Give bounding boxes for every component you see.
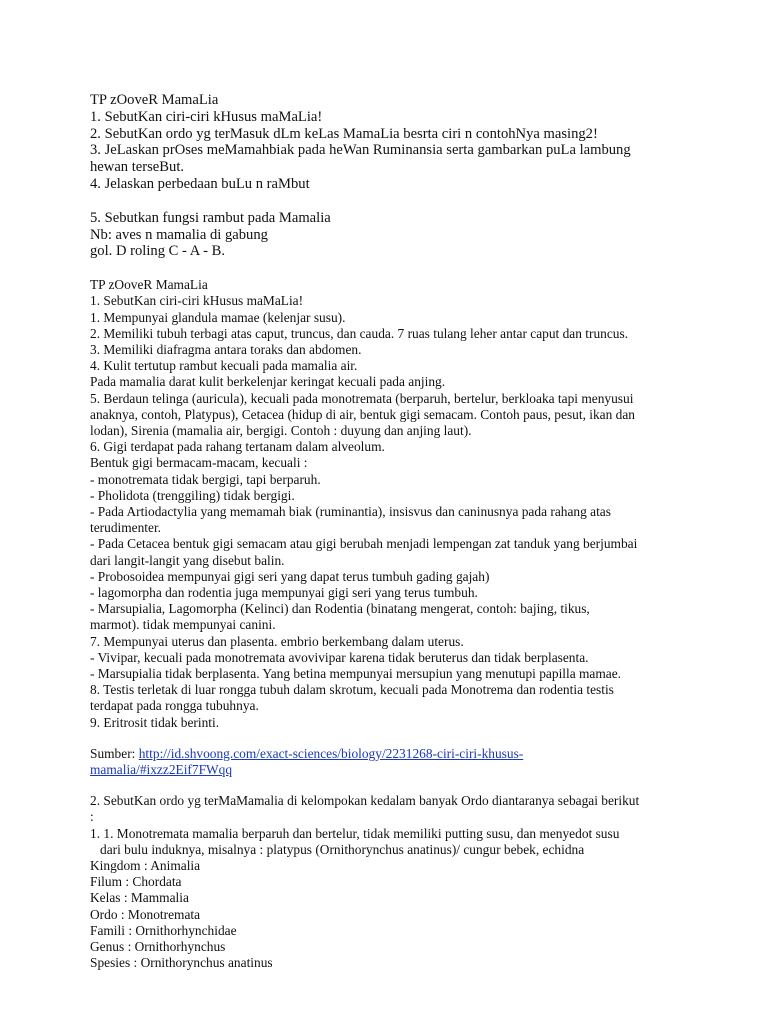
answer-line: terdapat pada rongga tubuhnya. (90, 698, 259, 714)
order-item-line: 1. 1. Monotremata mamalia berparuh dan bertelur, tidak memiliki putting susu, dan menyedot susu (90, 825, 620, 841)
question-3-line2: hewan terseBut. (90, 159, 185, 176)
taxonomy-line: Spesies : Ornithorynchus anatinus (90, 955, 273, 971)
answer-line: 9. Eritrosit tidak berinti. (90, 714, 220, 730)
answer-line: - Probosoidea mempunyai gigi seri yang dapat terus tumbuh gading gajah) (90, 568, 490, 584)
note-line: Nb: aves n mamalia di gabung (90, 226, 268, 243)
answer-line: 8. Testis terletak di luar rongga tubuh dalam skrotum, kecuali pada Monotrema dan rodentia testis (90, 682, 614, 698)
answers-question-1: 1. SebutKan ciri-ciri kHusus maMaLia! (90, 293, 304, 309)
answer-line: 5. Berdaun telinga (auricula), kecuali pada monotremata (berparuh, bertelur, berkloaka tapi menyusui (90, 390, 634, 406)
answer-line: marmot). tidak mempunyai canini. (90, 617, 276, 633)
answer-line: - Pholidota (trenggiling) tidak bergigi. (90, 487, 295, 503)
taxonomy-line: Kingdom : Animalia (90, 858, 201, 874)
taxonomy-line: Famili : Ornithorhynchidae (90, 922, 237, 938)
question-1: 1. SebutKan ciri-ciri kHusus maMaLia! (90, 108, 323, 125)
answer-line: 4. Kulit tertutup rambut kecuali pada mamalia air. (90, 358, 358, 374)
spacer (90, 260, 678, 277)
section-2-intro-cont: : (90, 809, 94, 825)
questions-title: TP zOoveR MamaLia (90, 92, 219, 108)
answer-line: Pada mamalia darat kulit berkelenjar keringat kecuali pada anjing. (90, 374, 446, 390)
spacer (90, 731, 678, 746)
source-link-continued[interactable]: mamalia/#ixzz2Eif7FWqq (90, 762, 233, 778)
taxonomy-line: Ordo : Monotremata (90, 906, 201, 922)
spacer (90, 778, 678, 793)
source-line-2 (90, 762, 678, 778)
answer-line: - Marsupialia, Lagomorpha (Kelinci) dan Rodentia (binatang mengerat, contoh: bajing, tikus, (90, 601, 590, 617)
section-2-intro: 2. SebutKan ordo yg terMaMamalia di kelompokan kedalam banyak Ordo diantaranya sebagai berikut (90, 793, 640, 809)
source-block (90, 746, 678, 778)
taxonomy-line: Genus : Ornithorhynchus (90, 939, 226, 955)
source-link[interactable]: http://id.shvoong.com/exact-sciences/biology/2231268-ciri-ciri-khusus- (138, 745, 524, 761)
question-3-line1: 3. JeLaskan prOses meMamahbiak pada heWan Ruminansia serta gambarkan puLa lambung (90, 142, 631, 159)
answer-line: - monotremata tidak bergigi, tapi berparuh. (90, 471, 321, 487)
spacer (90, 193, 678, 210)
group-line: gol. D roling C - A - B. (90, 243, 225, 260)
source-line-1 (90, 746, 678, 762)
taxonomy-line: Kelas : Mammalia (90, 890, 189, 906)
source-label: Sumber: (90, 745, 139, 761)
order-item-line: dari bulu induknya, misalnya : platypus (Ornithorynchus anatinus)/ cungur bebek, echidna (100, 841, 585, 857)
answer-line: - lagomorpha dan rodentia juga mempunyai gigi seri yang terus tumbuh. (90, 585, 478, 601)
answer-line: terudimenter. (90, 520, 162, 536)
question-5: 5. Sebutkan fungsi rambut pada Mamalia (90, 209, 331, 226)
answer-line: 3. Memiliki diafragma antara toraks dan abdomen. (90, 341, 362, 357)
answer-line: 1. Mempunyai glandula mamae (kelenjar susu). (90, 309, 346, 325)
answer-line: Bentuk gigi bermacam-macam, kecuali : (90, 455, 308, 471)
answer-line: - Vivipar, kecuali pada monotremata avovivipar karena tidak beruterus dan tidak berplasenta. (90, 649, 589, 665)
question-2: 2. SebutKan ordo yg terMasuk dLm keLas MamaLia besrta ciri n contohNya masing2! (90, 125, 598, 142)
answers-block (90, 277, 678, 731)
answer-line: - Marsupialia tidak berplasenta. Yang betina mempunyai mersupiun yang menutupi papilla mamae. (90, 666, 622, 682)
taxonomy-line: Filum : Chordata (90, 874, 182, 890)
answer-line: dari langit-langit yang disebut balin. (90, 552, 285, 568)
questions-block (90, 92, 678, 260)
section-2-block (90, 793, 678, 971)
answer-line: 2. Memiliki tubuh terbagi atas caput, truncus, dan cauda. 7 ruas tulang leher antar caput dan truncus. (90, 325, 629, 341)
answer-line: 6. Gigi terdapat pada rahang tertanam dalam alveolum. (90, 439, 385, 455)
question-4: 4. Jelaskan perbedaan buLu n raMbut (90, 175, 310, 192)
answer-line: - Pada Artiodactylia yang memamah biak (ruminantia), insisvus dan caninusnya pada rahang atas (90, 504, 611, 520)
answer-line: anaknya, contoh, Platypus), Cetacea (hidup di air, bentuk gigi semacam. Contoh paus, pesut, ikan dan (90, 406, 636, 422)
answer-line: - Pada Cetacea bentuk gigi semacam atau gigi berubah menjadi lempengan zat tanduk yang berjumbai (90, 536, 638, 552)
answers-title: TP zOoveR MamaLia (90, 277, 208, 293)
answer-line: lodan), Sirenia (mamalia air, bergigi. Contoh : duyung dan anjing laut). (90, 423, 472, 438)
answer-line: 7. Mempunyai uterus dan plasenta. embrio berkembang dalam uterus. (90, 633, 464, 649)
